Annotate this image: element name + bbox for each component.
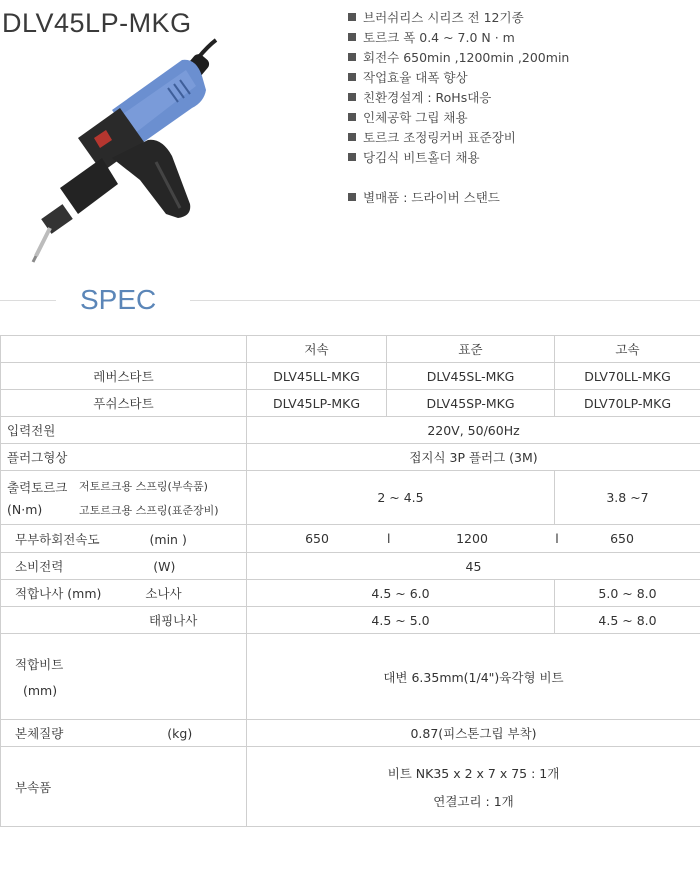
no-load-speed-label: 무부하회전속도: [15, 531, 100, 547]
accessory-line: 비트 NK35 x 2 x 7 x 75 : 1개: [387, 765, 560, 781]
tapping-screw-row: [1, 607, 700, 634]
feature-item: 토르크 폭 0.4 ~ 7.0 N · m: [348, 28, 569, 48]
square-bullet-icon: [348, 153, 356, 161]
product-title: DLV45LP-MKG: [2, 8, 192, 38]
spec-table: [0, 335, 700, 827]
small-screw-label: 소나사: [145, 586, 182, 601]
bit-unit: (mm): [23, 683, 58, 698]
model-cell: DLV45SL-MKG: [387, 363, 555, 390]
screw-label: 적합나사 (mm): [15, 586, 102, 601]
no-load-speed-row: [1, 525, 700, 553]
input-power-label: 입력전원: [1, 417, 247, 444]
spec-header-empty: [1, 336, 247, 363]
weight-row: [1, 720, 700, 747]
feature-item: 회전수 650min ,1200min ,200min: [348, 48, 569, 68]
power-consumption-value: 45: [247, 553, 700, 580]
square-bullet-icon: [348, 13, 356, 21]
accessories-label-cell: [1, 747, 247, 827]
power-consumption-label: 소비전력: [15, 559, 64, 574]
square-bullet-icon: [348, 53, 356, 61]
square-bullet-icon: [348, 73, 356, 81]
no-load-speed-values: [247, 525, 700, 553]
speed-value: 650: [610, 531, 634, 546]
spec-divider-right: [190, 300, 700, 301]
weight-label: 본체질량: [15, 726, 64, 741]
torque-value-high: 3.8 ~7: [555, 471, 700, 525]
header-high-speed: 고속: [555, 336, 700, 363]
torque-row: [1, 471, 700, 525]
screw-label-cell: [1, 580, 247, 607]
small-screw-high: 5.0 ~ 8.0: [555, 580, 700, 607]
model-cell: DLV70LL-MKG: [555, 363, 700, 390]
speed-separator: l: [387, 531, 391, 546]
plug-value: 접지식 3P 플러그 (3M): [247, 444, 700, 471]
square-bullet-icon: [348, 33, 356, 41]
square-bullet-icon: [348, 133, 356, 141]
header-low-speed: 저속: [247, 336, 387, 363]
tapping-screw-label-cell: [1, 607, 247, 634]
accessories-row: [1, 747, 700, 827]
weight-value: 0.87(피스톤그립 부착): [247, 720, 700, 747]
bit-row: [1, 634, 700, 720]
model-cell: DLV45LL-MKG: [247, 363, 387, 390]
model-cell: DLV45SP-MKG: [387, 390, 555, 417]
torque-unit: (N·m): [7, 502, 43, 517]
feature-item: 브러쉬리스 시리즈 전 12기종: [348, 8, 569, 28]
feature-item: 작업효율 대폭 향상: [348, 68, 569, 88]
weight-unit: (kg): [167, 726, 193, 741]
torque-value-std: 2 ~ 4.5: [247, 471, 555, 525]
feature-item: 친환경설계 : RoHs대응: [348, 88, 569, 108]
input-power-value: 220V, 50/60Hz: [247, 417, 700, 444]
plug-label: 플러그형상: [1, 444, 247, 471]
plug-row: [1, 444, 700, 471]
accessory-note: 별매품 : 드라이버 스탠드: [348, 188, 569, 208]
lever-start-label: 레버스타트: [1, 363, 247, 390]
square-bullet-icon: [348, 193, 356, 201]
model-cell: DLV45LP-MKG: [247, 390, 387, 417]
tapping-screw-high: 4.5 ~ 8.0: [555, 607, 700, 634]
power-consumption-label-cell: [1, 553, 247, 580]
electric-screwdriver-icon: [20, 38, 230, 263]
bit-value: 대변 6.35mm(1/4")육각형 비트: [247, 634, 700, 720]
power-consumption-row: [1, 553, 700, 580]
speed-value: 650: [305, 531, 329, 546]
push-start-label: 푸쉬스타트: [1, 390, 247, 417]
feature-item: 인체공학 그립 채용: [348, 108, 569, 128]
spec-divider-left: [0, 300, 56, 301]
no-load-speed-unit: (min ): [149, 531, 187, 547]
header-standard: 표준: [387, 336, 555, 363]
input-power-row: [1, 417, 700, 444]
weight-label-cell: [1, 720, 247, 747]
bit-label-cell: [1, 634, 247, 720]
square-bullet-icon: [348, 113, 356, 121]
no-load-speed-label-cell: [1, 525, 247, 553]
speed-separator: l: [555, 531, 559, 546]
feature-item: 당김식 비트홀더 채용: [348, 148, 569, 168]
torque-spring-high: 고토르크용 스프링(표준장비): [79, 503, 219, 517]
torque-label: 출력토르크: [7, 480, 68, 495]
torque-label-cell: [1, 471, 247, 525]
tapping-screw-label: 태핑나사: [149, 613, 198, 628]
square-bullet-icon: [348, 93, 356, 101]
spec-header-row: [1, 336, 700, 363]
small-screw-row: [1, 580, 700, 607]
model-cell: DLV70LP-MKG: [555, 390, 700, 417]
speed-value: 1200: [456, 531, 488, 546]
bit-label: 적합비트: [15, 657, 64, 672]
small-screw-std: 4.5 ~ 6.0: [247, 580, 555, 607]
accessories-value: [247, 747, 700, 827]
feature-item: 토르크 조정링커버 표준장비: [348, 128, 569, 148]
tapping-screw-std: 4.5 ~ 5.0: [247, 607, 555, 634]
push-start-row: [1, 390, 700, 417]
torque-spring-low: 저토르크용 스프링(부속품): [79, 479, 208, 493]
feature-list: [348, 8, 569, 208]
accessories-label: 부속품: [15, 779, 52, 795]
power-consumption-unit: (W): [153, 559, 176, 574]
lever-start-row: [1, 363, 700, 390]
accessory-line: 연결고리 : 1개: [433, 793, 514, 809]
spec-title: SPEC: [80, 284, 157, 315]
